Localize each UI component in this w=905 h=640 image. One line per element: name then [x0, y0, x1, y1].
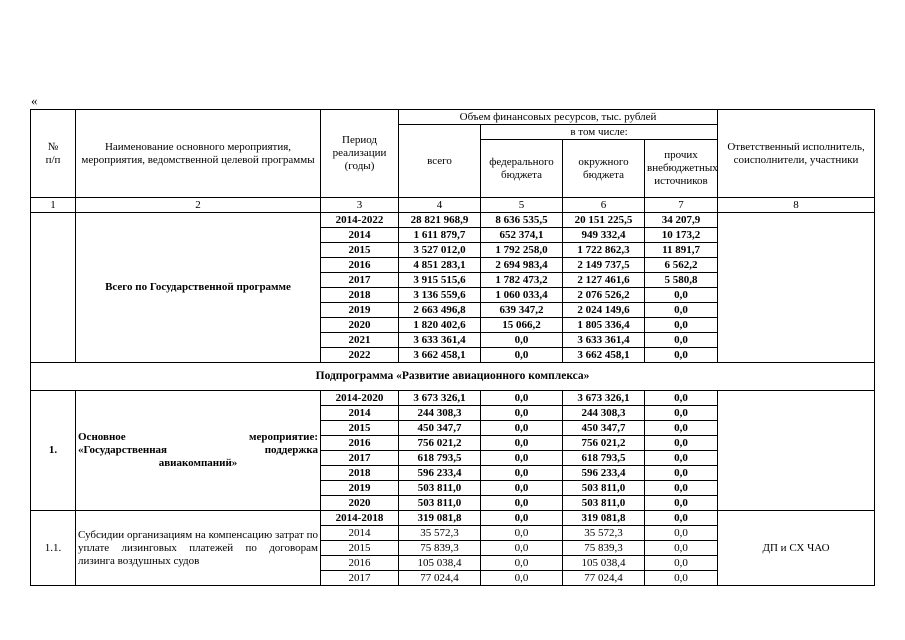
district-cell: 450 347,7	[563, 421, 645, 436]
year-cell: 2014	[321, 406, 399, 421]
total-cell: 1 611 879,7	[399, 228, 481, 243]
federal-cell: 0,0	[481, 481, 563, 496]
table-row	[31, 391, 875, 406]
year-cell: 2014-2022	[321, 213, 399, 228]
district-cell: 596 233,4	[563, 466, 645, 481]
other-cell: 0,0	[645, 481, 718, 496]
total-cell: 35 572,3	[399, 526, 481, 541]
item-name-word: поддержка	[264, 444, 318, 456]
year-cell: 2015	[321, 243, 399, 258]
total-cell: 3 527 012,0	[399, 243, 481, 258]
col-num: 1	[31, 198, 76, 213]
federal-cell: 2 694 983,4	[481, 258, 563, 273]
year-cell: 2017	[321, 273, 399, 288]
total-cell: 319 081,8	[399, 511, 481, 526]
col-num: 3	[321, 198, 399, 213]
other-cell: 6 562,2	[645, 258, 718, 273]
total-cell: 503 811,0	[399, 496, 481, 511]
header-district: окружного бюджета	[563, 140, 645, 198]
year-cell: 2014	[321, 526, 399, 541]
item-number: 1.	[31, 391, 76, 511]
total-cell: 3 662 458,1	[399, 348, 481, 363]
header-including: в том числе:	[481, 125, 718, 140]
item-name	[76, 391, 321, 511]
item-name-line	[78, 457, 318, 470]
district-cell: 1 722 862,3	[563, 243, 645, 258]
year-cell: 2016	[321, 258, 399, 273]
header-responsible: Ответственный исполнитель, соисполнители, участники	[718, 110, 875, 198]
other-cell: 0,0	[645, 288, 718, 303]
federal-cell: 652 374,1	[481, 228, 563, 243]
year-cell: 2018	[321, 466, 399, 481]
opening-quote: «	[31, 93, 38, 108]
other-cell: 0,0	[645, 526, 718, 541]
subprogram-row	[31, 363, 875, 391]
year-cell: 2015	[321, 421, 399, 436]
year-cell: 2014-2018	[321, 511, 399, 526]
item-name: Субсидии организациям на компенсацию затрат по уплате лизинговых платежей по договорам лизинга воздушных судов	[76, 511, 321, 586]
year-cell: 2021	[321, 333, 399, 348]
header-total: всего	[399, 125, 481, 198]
total-cell: 618 793,5	[399, 451, 481, 466]
federal-cell: 1 060 033,4	[481, 288, 563, 303]
federal-cell: 0,0	[481, 556, 563, 571]
year-cell: 2019	[321, 303, 399, 318]
total-cell: 1 820 402,6	[399, 318, 481, 333]
district-cell: 3 673 326,1	[563, 391, 645, 406]
district-cell: 503 811,0	[563, 481, 645, 496]
district-cell: 244 308,3	[563, 406, 645, 421]
header-federal: федерального бюджета	[481, 140, 563, 198]
total-cell: 4 851 283,1	[399, 258, 481, 273]
table-row	[31, 511, 875, 526]
federal-cell: 0,0	[481, 466, 563, 481]
col-num: 5	[481, 198, 563, 213]
year-cell: 2015	[321, 541, 399, 556]
federal-cell: 0,0	[481, 496, 563, 511]
item-name-line	[78, 431, 318, 444]
total-cell: 77 024,4	[399, 571, 481, 586]
district-cell: 20 151 225,5	[563, 213, 645, 228]
other-cell: 34 207,9	[645, 213, 718, 228]
year-cell: 2020	[321, 318, 399, 333]
year-cell: 2014	[321, 228, 399, 243]
district-cell: 77 024,4	[563, 571, 645, 586]
total-cell: 756 021,2	[399, 436, 481, 451]
other-cell: 5 580,8	[645, 273, 718, 288]
total-cell: 3 915 515,6	[399, 273, 481, 288]
other-cell: 0,0	[645, 303, 718, 318]
year-cell: 2020	[321, 496, 399, 511]
federal-cell: 1 782 473,2	[481, 273, 563, 288]
other-cell: 10 173,2	[645, 228, 718, 243]
other-cell: 0,0	[645, 318, 718, 333]
item-name-word: «Государственная	[78, 444, 167, 456]
district-cell: 3 633 361,4	[563, 333, 645, 348]
district-cell: 75 839,3	[563, 541, 645, 556]
district-cell: 503 811,0	[563, 496, 645, 511]
finance-table	[30, 109, 875, 586]
total-cell: 596 233,4	[399, 466, 481, 481]
col-num: 4	[399, 198, 481, 213]
total-cell: 3 136 559,6	[399, 288, 481, 303]
other-cell: 0,0	[645, 391, 718, 406]
header-num: № п/п	[31, 110, 76, 198]
total-responsible	[718, 213, 875, 363]
item-name-word: авиакомпаний»	[158, 457, 238, 469]
federal-cell: 0,0	[481, 421, 563, 436]
col-num: 2	[76, 198, 321, 213]
total-cell: 450 347,7	[399, 421, 481, 436]
district-cell: 35 572,3	[563, 526, 645, 541]
total-cell: 3 673 326,1	[399, 391, 481, 406]
col-num: 7	[645, 198, 718, 213]
other-cell: 0,0	[645, 571, 718, 586]
other-cell: 0,0	[645, 421, 718, 436]
other-cell: 11 891,7	[645, 243, 718, 258]
item-responsible	[718, 391, 875, 511]
item-name-line	[78, 444, 318, 457]
year-cell: 2018	[321, 288, 399, 303]
federal-cell: 0,0	[481, 348, 563, 363]
federal-cell: 15 066,2	[481, 318, 563, 333]
year-cell: 2017	[321, 451, 399, 466]
total-cell: 3 633 361,4	[399, 333, 481, 348]
year-cell: 2016	[321, 436, 399, 451]
subprogram-title: Подпрограмма «Развитие авиационного комплекса»	[31, 363, 875, 391]
district-cell: 105 038,4	[563, 556, 645, 571]
other-cell: 0,0	[645, 451, 718, 466]
other-cell: 0,0	[645, 556, 718, 571]
header-period: Период реализации (годы)	[321, 110, 399, 198]
year-cell: 2017	[321, 571, 399, 586]
other-cell: 0,0	[645, 466, 718, 481]
other-cell: 0,0	[645, 511, 718, 526]
federal-cell: 0,0	[481, 451, 563, 466]
district-cell: 2 076 526,2	[563, 288, 645, 303]
total-cell: 105 038,4	[399, 556, 481, 571]
total-cell: 75 839,3	[399, 541, 481, 556]
year-cell: 2014-2020	[321, 391, 399, 406]
district-cell: 1 805 336,4	[563, 318, 645, 333]
federal-cell: 0,0	[481, 541, 563, 556]
district-cell: 756 021,2	[563, 436, 645, 451]
other-cell: 0,0	[645, 333, 718, 348]
district-cell: 2 127 461,6	[563, 273, 645, 288]
column-numbers-row	[31, 198, 875, 213]
item-responsible: ДП и СХ ЧАО	[718, 511, 875, 586]
federal-cell: 639 347,2	[481, 303, 563, 318]
header-volume: Объем финансовых ресурсов, тыс. рублей	[399, 110, 718, 125]
col-num: 8	[718, 198, 875, 213]
item-name-word: Основное	[78, 431, 126, 443]
federal-cell: 0,0	[481, 526, 563, 541]
district-cell: 618 793,5	[563, 451, 645, 466]
district-cell: 2 149 737,5	[563, 258, 645, 273]
header-other: прочих внебюджетных источников	[645, 140, 718, 198]
federal-cell: 8 636 535,5	[481, 213, 563, 228]
other-cell: 0,0	[645, 406, 718, 421]
total-num-cell	[31, 213, 76, 363]
total-cell: 28 821 968,9	[399, 213, 481, 228]
total-name: Всего по Государственной программе	[76, 213, 321, 363]
district-cell: 3 662 458,1	[563, 348, 645, 363]
other-cell: 0,0	[645, 541, 718, 556]
total-cell: 244 308,3	[399, 406, 481, 421]
header-name: Наименование основного мероприятия, мероприятия, ведомственной целевой программы	[76, 110, 321, 198]
year-cell: 2022	[321, 348, 399, 363]
federal-cell: 0,0	[481, 511, 563, 526]
year-cell: 2016	[321, 556, 399, 571]
federal-cell: 1 792 258,0	[481, 243, 563, 258]
item-number: 1.1.	[31, 511, 76, 586]
federal-cell: 0,0	[481, 436, 563, 451]
district-cell: 949 332,4	[563, 228, 645, 243]
other-cell: 0,0	[645, 496, 718, 511]
district-cell: 2 024 149,6	[563, 303, 645, 318]
year-cell: 2019	[321, 481, 399, 496]
total-cell: 503 811,0	[399, 481, 481, 496]
col-num: 6	[563, 198, 645, 213]
federal-cell: 0,0	[481, 406, 563, 421]
other-cell: 0,0	[645, 436, 718, 451]
federal-cell: 0,0	[481, 333, 563, 348]
total-cell: 2 663 496,8	[399, 303, 481, 318]
item-name-word: мероприятие:	[248, 431, 318, 443]
table-row	[31, 213, 875, 228]
district-cell: 319 081,8	[563, 511, 645, 526]
federal-cell: 0,0	[481, 391, 563, 406]
federal-cell: 0,0	[481, 571, 563, 586]
other-cell: 0,0	[645, 348, 718, 363]
